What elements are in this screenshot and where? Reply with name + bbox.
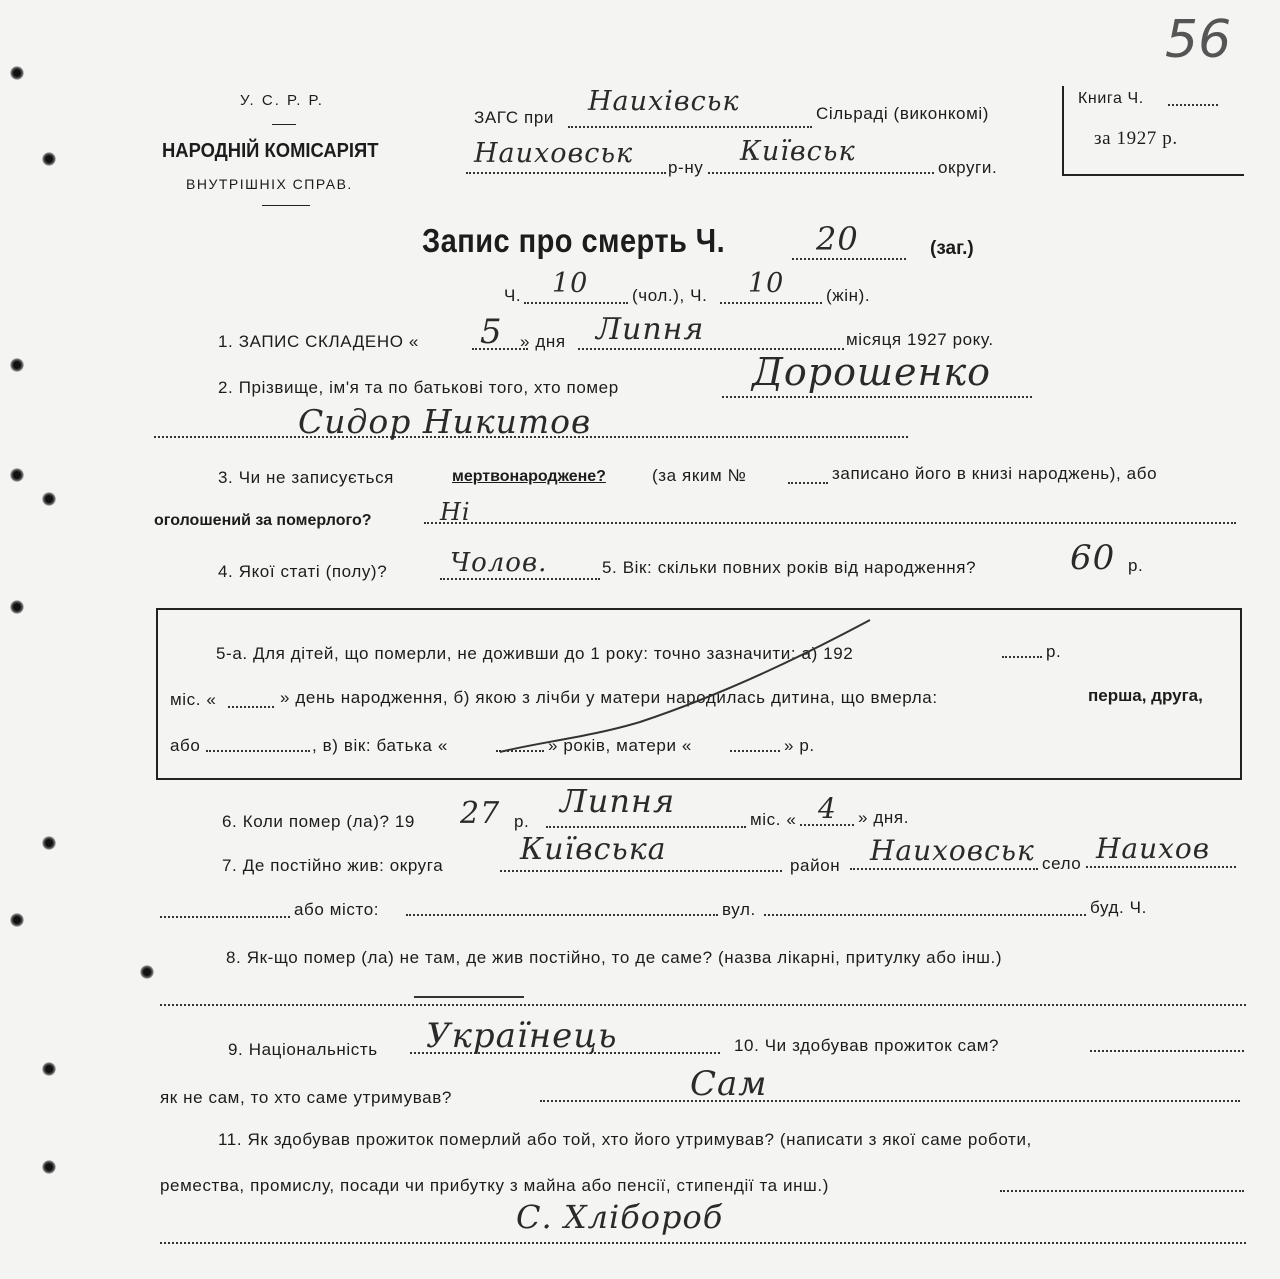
male-count: 10: [552, 268, 589, 299]
binder-hole: [140, 965, 154, 979]
item3-stillborn: мертвонароджене?: [452, 468, 606, 485]
binder-hole: [10, 600, 24, 614]
strike-through-mark: [480, 612, 880, 772]
corner-number: 56: [1165, 10, 1232, 70]
item10-label: 10. Чи здобував прожиток сам?: [734, 1036, 1000, 1055]
book-label: Книга Ч.: [1078, 90, 1144, 107]
occupation: С. Хлібороб: [516, 1198, 724, 1236]
deceased-age: 60: [1070, 538, 1116, 578]
record-title: Запис про смерть Ч.: [422, 222, 726, 259]
residence-raion: Наиховськ: [870, 834, 1035, 867]
nationality: Українець: [426, 1016, 618, 1056]
zags-label: ЗАГС при: [474, 108, 555, 127]
binder-hole: [42, 1160, 56, 1174]
header-ussr: У. С. Р. Р.: [240, 92, 324, 109]
item1-month: Липня: [596, 312, 705, 347]
item7-raion-label: район: [790, 856, 841, 875]
item7-label: 7. Де постійно жив: округа: [222, 856, 444, 875]
item7-vul: вул.: [722, 900, 756, 919]
item6-mis: міс. «: [750, 810, 797, 829]
item6-dnia: » дня.: [858, 808, 910, 827]
item3-line1b: (за яким №: [652, 466, 747, 485]
ch-label: Ч.: [504, 286, 522, 305]
residence-selo: Наихов: [1096, 832, 1211, 865]
item8-label: 8. Як-що помер (ла) не там, де жив постійно, то де саме? (назва лікарні, притулку або інш.): [226, 948, 1003, 967]
binder-hole: [42, 492, 56, 506]
item5a-line2b: » день народження, б) якою з лічби у матери народилась дитина, що вмерла:: [280, 688, 938, 707]
zags-council: Сільраді (виконкомі): [816, 104, 990, 123]
binder-hole: [10, 468, 24, 482]
item5a-line3d: » р.: [784, 736, 815, 755]
item5a-line1: 5-а. Для дітей, що померли, не доживши до 1 року: точно зазначити: а) 192: [216, 644, 854, 663]
residence-okrug: Київська: [520, 832, 667, 867]
binder-hole: [10, 913, 24, 927]
item3-line1c: записано його в книзі народжень), або: [832, 464, 1158, 483]
dash-mark: [414, 996, 524, 998]
zags-okrug-label: округи.: [938, 158, 998, 177]
death-day: 4: [818, 792, 837, 825]
deceased-name: Сидор Никитов: [298, 402, 592, 441]
item7-misto: або місто:: [294, 900, 380, 919]
female-count: 10: [748, 268, 785, 299]
item5a-line3: або: [170, 736, 201, 755]
death-year: 27: [460, 796, 501, 831]
zags-okrug: Київськ: [740, 136, 856, 167]
zags-district: Наиховськ: [474, 138, 634, 169]
binder-hole: [10, 358, 24, 372]
binder-hole: [42, 1062, 56, 1076]
item5a-line3b: , в) вік: батька «: [312, 736, 448, 755]
header-rule: [272, 124, 296, 125]
deceased-surname: Дорошенко: [752, 350, 992, 394]
item7-bud: буд. Ч.: [1090, 898, 1147, 917]
deceased-sex: Чолов.: [450, 548, 548, 578]
item3-answer: Ні: [440, 498, 471, 526]
item7-selo-label: село: [1042, 854, 1082, 873]
zags-village: Наихівськ: [588, 86, 740, 117]
header-internal: ВНУТРІШНІХ СПРАВ.: [186, 176, 353, 192]
item5a-r: р.: [1046, 642, 1062, 661]
item5a-line2: міс. «: [170, 690, 217, 709]
item5a-line3c: » років, матери «: [548, 736, 692, 755]
item10-notself: як не сам, то хто саме утримував?: [160, 1088, 452, 1107]
item6-label: 6. Коли помер (ла)? 19: [222, 812, 415, 831]
item6-r: р.: [514, 812, 530, 831]
male-label: (чол.), Ч.: [632, 286, 708, 305]
death-month: Липня: [560, 782, 676, 820]
self-supported: Сам: [690, 1064, 768, 1104]
binder-hole: [10, 66, 24, 80]
item5-label: 5. Вік: скільки повних років від народження?: [602, 558, 977, 577]
item5a-order: перша, друга,: [1088, 686, 1203, 705]
header-commissariat: НАРОДНІЙ КОМІСАРІЯТ: [162, 140, 379, 162]
binder-hole: [42, 836, 56, 850]
item4-label: 4. Якої статі (полу)?: [218, 562, 388, 581]
binder-hole: [42, 152, 56, 166]
record-number: 20: [816, 220, 859, 258]
book-year: за 1927 р.: [1094, 128, 1178, 149]
zags-rnu: р-ну: [668, 158, 704, 177]
item3-line1: 3. Чи не записується: [218, 468, 394, 487]
item11-line1: 11. Як здобував прожиток померлий або той, хто його утримував? (написати з якої саме роботи,: [218, 1130, 1032, 1149]
header-rule: [262, 205, 310, 206]
item1-day: 5: [480, 312, 503, 352]
item3-declared: оголошений за померлого?: [154, 512, 372, 529]
item1-prefix: 1. ЗАПИС СКЛАДЕНО «: [218, 332, 419, 351]
item1-suffix: місяця 1927 року.: [846, 330, 994, 349]
item11-line2: ремества, промислу, посади чи прибутку з майна або пенсії, стипендії та инш.): [160, 1176, 829, 1195]
age-unit: р.: [1128, 556, 1144, 575]
female-label: (жін).: [826, 286, 871, 305]
item2-label: 2. Прізвище, ім'я та по батькові того, хто помер: [218, 378, 619, 397]
record-suffix: (заг.): [930, 238, 974, 259]
item1-mid: » дня: [520, 332, 566, 351]
item9-label: 9. Національність: [228, 1040, 378, 1059]
